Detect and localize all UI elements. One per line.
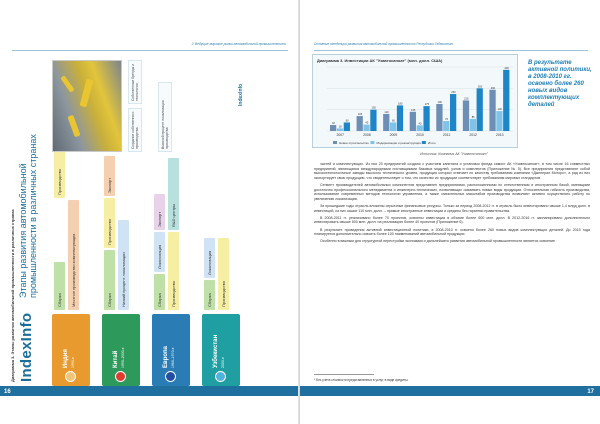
bar	[397, 105, 403, 131]
left-header-rule	[12, 50, 288, 51]
stage-block: Сборка	[154, 274, 165, 310]
brand-subtitle: Этапы развития автомобильной промышленности в различных странах	[18, 134, 38, 298]
paragraph: В 2008-2011 гг. реализовано более 70 проектов, освоены инвестиции в объеме более 600 млн. долл. В 2012-2016 гг. запланировано дополнительно инвестировать свыше 500 млн. долл. на реализацию более 40 проектов (Приложение 6).	[314, 215, 590, 225]
footnote-rule	[314, 374, 374, 375]
stage-block: Сборка	[54, 262, 65, 310]
bar	[496, 111, 502, 131]
bar	[417, 125, 423, 131]
paragraph: В результате проведения активной инвестиционной политики, в 2008-2010 гг. освоено более 260 новых видов комплектующих деталей. До 2015 года планируется дополнительно освоить более 100 наименований автомобильной продукции.	[314, 227, 590, 237]
diagram-row	[202, 56, 242, 386]
bar	[450, 94, 456, 131]
stage-block: Производство	[168, 232, 179, 310]
flag-icon	[115, 371, 126, 382]
bar	[503, 70, 509, 131]
bar	[330, 125, 336, 131]
bar	[470, 119, 476, 131]
bar	[477, 88, 483, 131]
bar	[344, 122, 350, 131]
bar-value-label: 290	[490, 86, 496, 90]
stage-block: Сборка	[204, 280, 215, 310]
factory-photo	[52, 60, 122, 152]
bar	[410, 112, 416, 131]
bar	[436, 104, 442, 131]
bar-value-label: 40	[418, 122, 422, 126]
bar	[357, 116, 363, 131]
legend-label: Модернизация и реконструкция	[376, 141, 421, 145]
bar-value-label: 260	[451, 91, 456, 95]
robot-arm-shape	[79, 79, 93, 108]
stage-block: Производство	[54, 138, 65, 198]
bar-value-label: 215	[464, 97, 469, 101]
bar-value-label: 430	[504, 66, 509, 70]
flag-icon	[215, 371, 226, 382]
note-box: Высокий процент локализации производства	[158, 82, 172, 152]
country-period: 2000-е	[221, 357, 225, 368]
country-name: Узбекистан	[213, 334, 219, 368]
paragraph: Сегмент производителей автомобильных компонентов представлен предприятиями, расположенными по отечественным и иностранным базой, имеющими достаточно профессионального менеджмента и инженерно-технических, позволяющих осваивать новые виды продукции. Относительная гибкость производства, использование современных методов технологии управления, а также значительных масштабов производства позволяют активно осуществлять работу по увеличению локализации.	[314, 182, 590, 201]
bar	[489, 90, 495, 131]
x-tick-label: 2008	[363, 133, 371, 137]
footnote: * Без учета стоимости представленных в услуг, в виде кредиты.	[314, 378, 409, 382]
investment-chart	[312, 54, 518, 148]
legend-swatch	[422, 141, 426, 144]
left-footer-bar	[0, 386, 300, 396]
country-name: Европа	[163, 346, 169, 368]
stage-block: Производство	[218, 238, 229, 310]
right-page-header: Основные тенденции развития автомобильной промышленности Республики Узбекистан	[314, 42, 453, 46]
legend-label: Новое строительство	[339, 141, 369, 145]
country-block	[102, 314, 140, 386]
paragraph: За прошедшие годы отрасль вложены серьезные финансовые ресурсы. Только за период 2008-2012 гг. в отрасль было инвестировано свыше 1,4 млрд долл. в инвестиций, из них сьшие 110 млн. долл. – прямые иностранные инвестиции и кредиты без гарантии правительства.	[314, 203, 590, 213]
flag-icon	[165, 371, 176, 382]
stage-block: Сборка	[104, 250, 115, 310]
country-period: 1960–1970-е	[171, 347, 175, 368]
note-box: Собственные бренды и технологии	[128, 60, 142, 104]
bar	[363, 125, 369, 131]
bar-value-label: 140	[497, 108, 502, 112]
legend-swatch	[333, 141, 337, 144]
stage-block: Низкий процент локализации	[118, 220, 129, 310]
bar-chart-svg	[313, 55, 519, 149]
stage-block: Локализация	[154, 232, 165, 272]
country-period: 1990–2000-е	[121, 347, 125, 368]
chart-title: Диаграмма 3. Инвестиции АК "Узавтосаноат" (млн. долл. США)	[317, 58, 443, 63]
bar-value-label: 135	[410, 108, 416, 112]
article-body	[314, 162, 590, 246]
bar-value-label: 60	[345, 119, 349, 123]
x-tick-label: 2007	[336, 133, 345, 137]
x-tick-label: 2011	[442, 133, 451, 137]
stage-block: Локализация	[204, 238, 215, 278]
bar	[423, 106, 429, 131]
stage-block: Местное производство комплектующих	[68, 200, 79, 310]
x-tick-label: 2010	[416, 133, 424, 137]
legend-swatch	[370, 141, 374, 144]
bar-value-label: 45	[365, 121, 369, 125]
bar-value-label: 120	[384, 110, 389, 114]
bar	[390, 122, 396, 131]
chart-source: Источник: Компания АК "Узавтосаноат"	[420, 152, 488, 156]
callout-quote: В результате активной политики, в 2008-2010 гг. освоено более 260 новых видов комплектующих деталей	[528, 60, 592, 108]
country-period: 1990-е	[71, 357, 75, 368]
country-block	[152, 314, 190, 386]
legend-label: Итого	[427, 141, 436, 145]
rotated-diagram	[8, 56, 290, 386]
diagram-title: Диаграмма 3. Этапы развития автомобильной промышленности в различных странах	[10, 209, 15, 382]
stage-block: Производство	[104, 198, 115, 248]
brand-logo: IndexInfo	[18, 312, 35, 382]
indexinfo-logo: IndexInfo	[238, 83, 244, 106]
bar-value-label: 180	[398, 102, 403, 106]
left-page-number: 16	[4, 389, 11, 395]
bar	[337, 128, 343, 131]
bar-value-label: 42	[331, 122, 335, 126]
country-name: Индия	[63, 349, 69, 368]
paragraph: Особенно в важным для структурной перестройки экономики и дальнейшего развития автомобильной промышленности является освоение	[320, 239, 555, 244]
country-block	[202, 314, 240, 386]
bar	[370, 110, 376, 131]
stage-block: Экспорт	[154, 194, 165, 230]
bar-value-label: 190	[437, 100, 442, 104]
x-tick-label: 2013	[495, 133, 504, 137]
country-name: Китай	[113, 350, 119, 368]
note-box: Создание собственного производства	[128, 108, 142, 152]
robot-arm-shape	[67, 115, 80, 138]
stage-block: R&D центры	[168, 158, 179, 230]
bar-value-label: 70	[445, 118, 449, 122]
diagram-container	[8, 56, 290, 386]
right-page-number: 17	[587, 389, 594, 395]
left-page-header: 2. Ведущие мировые рынки автомобильной промышленности	[191, 42, 286, 46]
right-footer-bar	[300, 386, 600, 396]
x-tick-label: 2012	[469, 133, 477, 137]
bar-value-label: 300	[477, 85, 483, 89]
bar-value-label: 18	[338, 125, 342, 129]
bar-value-label: 150	[371, 106, 376, 110]
x-tick-label: 2009	[389, 133, 398, 137]
bar	[383, 114, 389, 131]
flag-icon	[65, 371, 76, 382]
bar-value-label: 60	[391, 119, 395, 123]
bar-value-label: 105	[357, 113, 363, 117]
bar-value-label: 85	[471, 115, 475, 119]
stage-block: Экспорт	[104, 156, 115, 196]
country-block	[52, 314, 90, 386]
robot-arm-shape	[60, 75, 74, 93]
bar	[463, 100, 469, 131]
right-page	[300, 0, 600, 424]
paragraph: частей и комплектующих. Из них 20 предприятий создано с участием капитала и установок фонда самого АК «Узавтосаноат», в том числе 16 совместных предприятий, являющихся международными поставщиками базовых модулей, узлов и комплектов (Приложение № 5). Все предприятия представляют собой высокотехнологичные заводы высокого технического уровня, продукция которых отвечает по качеству требованиям компании «Дженерал Моторс», а ряд из них экспортирует свою продукцию, что свидетельствует о том, что качество их продукции соответствует требованиям мировых стандартов.	[314, 162, 590, 180]
bar	[443, 121, 449, 131]
bar-value-label: 175	[424, 103, 430, 107]
right-header-rule	[314, 50, 588, 51]
